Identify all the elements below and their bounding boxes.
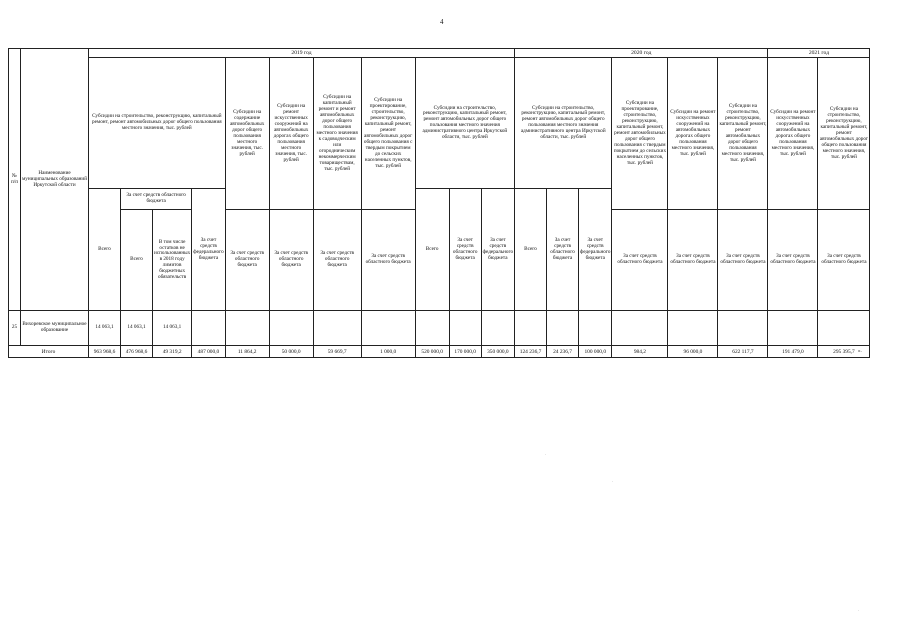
header-c12-regional: За счет средств областного бюджета — [818, 210, 870, 311]
row-name: Вихоревское муниципальное образование — [21, 311, 89, 346]
header-c3-regional: За счет средств областного бюджета — [269, 210, 313, 311]
total-cell: 350 000,0 — [481, 346, 514, 358]
header-c4-regional: За счет средств областного бюджета — [313, 210, 361, 311]
header-c11-regional: За счет средств областного бюджета — [768, 210, 818, 311]
total-cell: 476 968,6 — [121, 346, 153, 358]
scan-speck: · — [858, 608, 860, 613]
row-cell — [718, 311, 768, 346]
scan-speck: · — [545, 452, 547, 457]
header-g1-reg-incl: В том числе остатков не использованных в 2018 году лимитов бюджетных обязательств — [153, 210, 192, 311]
header-c2: Субсидии на содержание автомобильных дорог общего пользования местного значения, тыс. рублей — [225, 58, 269, 210]
header-c10: Субсидии на строительство, реконструкцию, капитальный ремонт, ремонт автомобильных дорог общего пользования местного значения, тыс. рублей — [718, 58, 768, 210]
total-label: Итого — [9, 346, 89, 358]
header-g1-total: Всего — [89, 189, 121, 311]
total-cell: 984,2 — [612, 346, 668, 358]
total-cell: 487 000,0 — [192, 346, 225, 358]
row-cell — [225, 311, 269, 346]
total-cell: 50 000,0 — [269, 346, 313, 358]
header-g1-regional: За счет средств областного бюджета — [121, 189, 192, 210]
total-cell: 963 968,6 — [89, 346, 121, 358]
row-cell — [449, 311, 481, 346]
header-g6: Субсидии на строительство, реконструкцию, капитальный ремонт, ремонт автомобильных дорог общего пользования местного значения административного центра Иркутской области, тыс. рублей — [415, 58, 514, 189]
header-g1-federal: За счет средств федерального бюджета — [192, 189, 225, 311]
row-cell — [269, 311, 313, 346]
total-cell: 170 000,0 — [449, 346, 481, 358]
header-g6-federal: За счет средств федерального бюджета — [481, 189, 514, 311]
total-cell: 96 000,0 — [668, 346, 718, 358]
header-c2-regional: За счет средств областного бюджета — [225, 210, 269, 311]
page-number: 4 — [440, 18, 444, 26]
header-c11: Субсидии на ремонт искусственных сооружений на автомобильных дорогах общего пользования местного значения, тыс. рублей — [768, 58, 818, 210]
row-cell — [547, 311, 579, 346]
header-c9-regional: За счет средств областного бюджета — [668, 210, 718, 311]
header-c8-regional: За счет средств областного бюджета — [612, 210, 668, 311]
header-g1-reg-total: Всего — [121, 210, 153, 311]
total-cell: 24 236,7 — [547, 346, 579, 358]
year-2019: 2019 год — [89, 49, 515, 58]
row-cell: 14 063,1 — [121, 311, 153, 346]
row-cell — [415, 311, 449, 346]
header-g6-total: Всего — [415, 189, 449, 311]
row-cell — [313, 311, 361, 346]
year-2021: 2021 год — [768, 49, 870, 58]
row-num: 25 — [9, 311, 21, 346]
header-c4: Субсидии на капитальный ремонт и ремонт автомобильных дорог общего пользования местного значения к садоводческим или огородническим некоммерческим товариществам, тыс. рублей — [313, 58, 361, 210]
year-2020: 2020 год — [515, 49, 768, 58]
row-cell: 14 063,1 — [89, 311, 121, 346]
row-cell — [192, 311, 225, 346]
row-cell — [668, 311, 718, 346]
closing-quote: ». — [858, 349, 862, 354]
total-cell: 191 479,0 — [768, 346, 818, 358]
total-row — [9, 346, 870, 358]
row-cell — [768, 311, 818, 346]
row-cell: 14 063,1 — [153, 311, 192, 346]
header-name: Наименование муниципальных образований Иркутской области — [21, 49, 89, 311]
header-c10-regional: За счет средств областного бюджета — [718, 210, 768, 311]
row-cell — [481, 311, 514, 346]
row-cell — [818, 311, 870, 346]
header-c12: Субсидии на строительство, реконструкцию, капитальный ремонт, ремонт автомобильных дорог общего пользования местного значения, тыс. рублей — [818, 58, 870, 210]
header-c5-regional: За счет средств областного бюджета — [361, 210, 415, 311]
header-c5: Субсидии на проектирование, строительство, реконструкцию, капитальный ремонт, ремонт автомобильных дорог общего пользования с твердым покрытием до сельских населенных пунктов, тыс. рублей — [361, 58, 415, 210]
header-g1: Субсидии на строительство, реконструкцию, капитальный ремонт, ремонт автомобильных дорог общего пользования местного значения, тыс. рублей — [89, 58, 226, 189]
header-num: № п/п — [9, 49, 21, 311]
header-g7-total: Всего — [515, 189, 547, 311]
header-g7-regional: За счет средств областного бюджета — [547, 189, 579, 311]
row-cell — [361, 311, 415, 346]
scan-speck: · — [612, 479, 614, 484]
row-cell — [612, 311, 668, 346]
header-g7-federal: За счет средств федерального бюджета — [579, 189, 612, 311]
total-cell: 1 000,0 — [361, 346, 415, 358]
header-g6-regional: За счет средств областного бюджета — [449, 189, 481, 311]
table-row — [9, 311, 870, 346]
row-cell — [579, 311, 612, 346]
header-c9: Субсидии на ремонт искусственных сооружений на автомобильных дорогах общего пользования местного значения, тыс. рублей — [668, 58, 718, 210]
subsidy-table — [8, 48, 870, 358]
total-cell: 11 864,2 — [225, 346, 269, 358]
total-cell: 49 319,2 — [153, 346, 192, 358]
header-c3: Субсидии на ремонт искусственных сооружений на автомобильных дорогах общего пользования местного значения, тыс. рублей — [269, 58, 313, 210]
total-cell: 124 236,7 — [515, 346, 547, 358]
header-c8: Субсидии на проектирование, строительство, реконструкцию, капитальный ремонт, ремонт автомобильных дорог общего пользования с твердым покрытием до сельских населенных пунктов, тыс. рублей — [612, 58, 668, 210]
total-cell: 59 669,7 — [313, 346, 361, 358]
total-cell: 100 000,0 — [579, 346, 612, 358]
header-g7: Субсидии на строительство, реконструкцию, капитальный ремонт, ремонт автомобильных дорог общего пользования местного значения административного центра Иркутской области, тыс. рублей — [515, 58, 612, 189]
total-cell: 295 395,7 — [818, 346, 870, 358]
total-cell: 520 000,0 — [415, 346, 449, 358]
row-cell — [515, 311, 547, 346]
total-cell: 622 117,7 — [718, 346, 768, 358]
